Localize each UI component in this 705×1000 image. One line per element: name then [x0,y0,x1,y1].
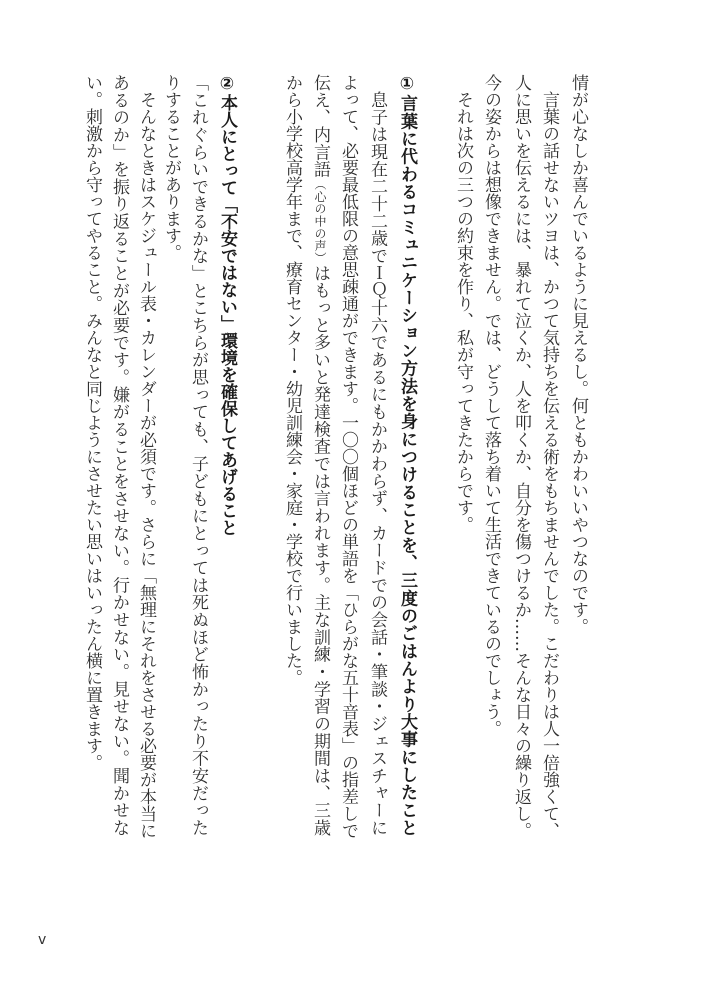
text-line: から小学校高学年まで、療育センター・幼児訓練会・家庭・学校で行いました。 [282,74,302,686]
text-line: そんなときはスケジュール表・カレンダーが必須です。さらに「無理にそれをさせる必要が本当に [136,91,156,839]
text-line: い。刺激から守ってやること。みんなと同じようにさせたい思いはいったん横に置きます。 [82,74,102,771]
text-line: 情が心なしか喜んでいるように見えるし。何ともかわいいやつなのです。 [568,74,588,635]
text-line: 息子は現在二十二歳でＩＱ十六であるにもかかわらず、カードでの会話・筆談・ジェスチャーに [367,91,387,837]
text-line: それは次の三つの約束を作り、私が守ってきたからです。 [453,91,473,533]
section-heading: ①言葉に代わるコミュニケーション方法を身につけることを、三度のごはんより大事にしたこと [397,74,417,836]
text-line: 今の姿からは想像できません。では、どうして落ち着いて生活できているのでしょう。 [481,74,501,737]
page-number: v [38,932,47,948]
text-line: 言葉の話せないツヨは、かつて気持ちを伝える術をもちませんでした。こだわりは人一倍強くて、 [539,91,559,839]
text-segment: はもっと多いと発達検査では言われます。主な訓練・学習の期間は、三歳 [310,264,330,837]
text-line: りすることがあります。 [161,74,181,261]
text-line [310,74,330,836]
text-line: 人に思いを伝えるには、暴れて泣くか、人を叩くか、自分を傷つけるか……そんな日々の繰り返し。 [511,74,531,839]
text-line: よって、必要最低限の意思疎通ができます。一〇〇個ほどの単語を「ひらがな五十音表」の指差しで [338,74,358,839]
text-segment: 伝え、内言語 [310,74,330,178]
section-heading: ②本人にとって「不安ではない」環境を確保してあげること [217,74,237,536]
text-line: あるのか」を振り返ることが必要です。嫌がることをさせない。行かせない。見せない。聞かせな [109,74,129,836]
parenthetical-note: （心の中の声） [313,178,327,265]
text-line: 「これぐらいできるかな」とこちらが思っても、子どもにとっては死ぬほど怖かったり不安だった [188,74,208,836]
